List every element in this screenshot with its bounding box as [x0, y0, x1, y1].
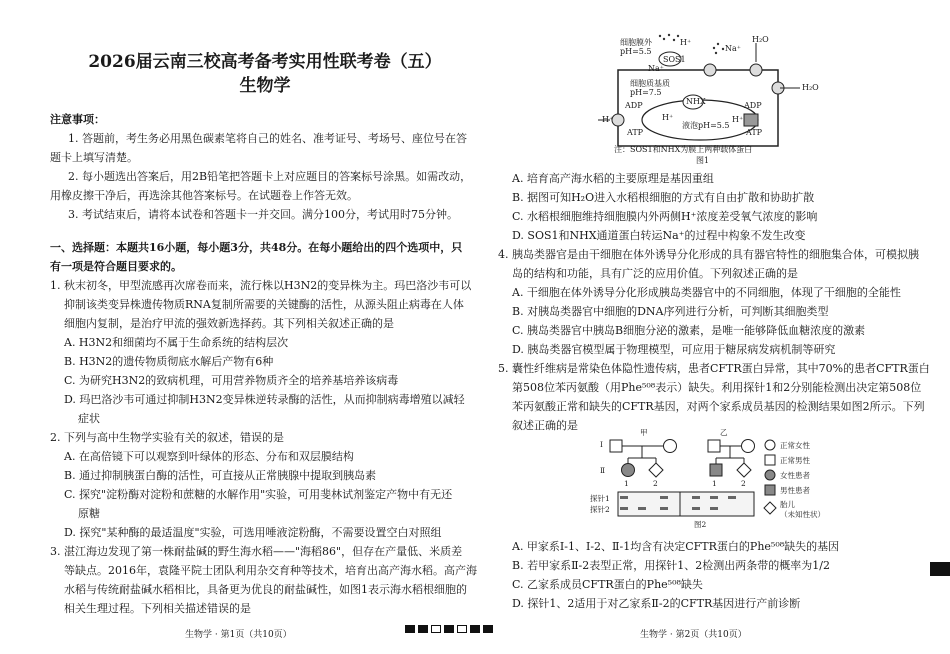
section-heading: 有一项是符合题目要求的。: [50, 260, 182, 273]
fig1-h-left: H⁺: [602, 115, 614, 124]
q5-option-d[interactable]: D. 探针1、2适用于对乙家系Ⅱ-2的CFTR基因进行产前诊断: [512, 597, 801, 610]
footer-right: 生物学 · 第2页（共10页）: [640, 630, 747, 640]
q3-option-c[interactable]: C. 水稻根细胞维持细胞膜内外两侧H⁺浓度差受氧气浓度的影响: [512, 210, 818, 223]
subject-title: 生物学: [239, 76, 291, 96]
fig1-outside-label: 细胞膜外: [620, 38, 652, 47]
fig1-h2o-right: H₂O: [802, 83, 819, 92]
q5-stem: 叙述正确的是: [512, 419, 578, 432]
q1-option-b[interactable]: B. H3N2的遗传物质彻底水解后产物有6种: [64, 355, 274, 368]
legend-fetus: [764, 502, 776, 514]
fig2-family-a: 甲: [640, 428, 648, 437]
fig1-atp-right: ATP: [746, 128, 763, 137]
fig1-outside-ph: pH=5.5: [620, 47, 652, 56]
q1-option-c[interactable]: C. 为研究H3N2的致病机理，可用营养物质齐全的培养基培养该病毒: [64, 374, 399, 387]
q1-option-a[interactable]: A. H3N2和细菌均不属于生命系统的结构层次: [64, 336, 289, 349]
aquaporin-top: [750, 64, 762, 76]
fig1-na-label: Na⁺: [648, 64, 664, 73]
fig1-sos1-label: SOS1: [663, 55, 686, 64]
family-b-i1-male: [708, 440, 720, 452]
marker-square: [470, 625, 480, 633]
legend-normal-female: [765, 440, 775, 450]
q2-option-c-cont: 原糖: [78, 507, 100, 520]
fig2-family-b: 乙: [720, 428, 728, 437]
fig1-na-right: Na⁺: [725, 44, 741, 53]
q1-stem: 细胞内复制，是治疗甲流的强效新选择药。其下列相关叙述正确的是: [64, 317, 394, 330]
q5-option-c[interactable]: C. 乙家系成员CFTR蛋白的Phe⁵⁰⁸缺失: [512, 578, 703, 591]
fig1-h-nhx: H⁺: [662, 113, 674, 122]
page-markers: [405, 618, 496, 637]
q3-stem: 等缺点。2016年，袁隆平院士团队利用杂交育种等技术，培育出高产海水稻。高产海: [64, 564, 477, 577]
family-b-ii2-fetus: [737, 463, 751, 477]
q2-option-b[interactable]: B. 通过抑制胰蛋白酶的活性，可直接从正常胰腺中提取到胰岛素: [64, 469, 377, 482]
q3-stem: 相关生理过程。下列相关描述错误的是: [64, 602, 251, 615]
q5-stem: 苯丙氨酸正常和缺失的CFTR基因，对两个家系成员基因的检测结果如图2所示。下列: [512, 400, 925, 413]
exam-title: 2026届云南三校高考备考实用性联考卷（五）: [88, 52, 442, 72]
h-pump-top: [704, 64, 716, 76]
legend-affected-female: [765, 470, 775, 480]
fig1-cyto-ph: pH=7.5: [630, 88, 662, 97]
family-a-i1-male: [610, 440, 622, 452]
fig2-num: 1: [712, 479, 717, 488]
q4-option-d[interactable]: D. 胰岛类器官模型属于物理模型，可应用于糖尿病发病机制等研究: [512, 343, 836, 356]
q1-option-d[interactable]: D. 玛巴洛沙韦可通过抑制H3N2变异株逆转录酶的活性，从而抑制病毒增殖以减轻: [64, 393, 465, 406]
fig2-probe1: 探针1: [590, 494, 610, 503]
fig1-h-vacuole: H⁺: [732, 115, 744, 124]
q3-stem: 水稻与传统耐盐碱水稻相比，具备更为优良的耐盐碱性，如图1表示海水稻根细胞的: [64, 583, 467, 596]
h-pump-left: [612, 114, 624, 126]
gel-box: [618, 492, 754, 516]
notice-line: 3. 考试结束后，请将本试卷和答题卡一并交回。满分100分，考试用时75分钟。: [68, 208, 458, 221]
fig1-note: 注：SOS1和NHX为膜上两种载体蛋白: [614, 145, 753, 154]
q3-stem: 3. 湛江海边发现了第一株耐盐碱的野生海水稻——"海稻86"，但存在产量低、米质差: [50, 545, 463, 558]
fig2-probe2: 探针2: [590, 505, 610, 514]
notice-line: 2. 每小题选出答案后，用2B铅笔把答题卡上对应题目的答案标号涂黑。如需改动，: [68, 170, 472, 183]
q4-option-a[interactable]: A. 干细胞在体外诱导分化形成胰岛类器官中的不同细胞，体现了干细胞的全能性: [512, 286, 901, 299]
q3-option-b[interactable]: B. 据图可知H₂O进入水稻根细胞的方式有自由扩散和协助扩散: [512, 191, 815, 204]
notice-line: 1. 答题前，考生务必用黑色碳素笔将自己的姓名、准考证号、考场号、座位号在答: [68, 132, 467, 145]
q4-stem: 4. 胰岛类器官是由干细胞在体外诱导分化形成的具有器官特性的细胞集合体，可模拟胰: [498, 248, 919, 261]
family-b-i2-female: [742, 440, 755, 453]
marker-square: [483, 625, 493, 633]
marker-square: [431, 625, 441, 633]
notice-line: 用橡皮擦干净后，再选涂其他答案标号。在试题卷上作答无效。: [50, 189, 358, 202]
family-a-ii1-affected-female: [622, 464, 635, 477]
fig1-h-label: H⁺: [680, 38, 692, 47]
fig2-num: 2: [653, 479, 658, 488]
marker-square: [418, 625, 428, 633]
q1-stem: 1. 秋末初冬，甲型流感再次席卷而来，流行株以H3N2的变异株为主。玛巴洛沙韦可以: [50, 279, 472, 292]
family-a-i2-female: [664, 440, 677, 453]
marker-square: [457, 625, 467, 633]
q5-stem: 5. 囊性纤维病是常染色体隐性遗传病，患者CFTR蛋白异常，其中70%的患者CFTR蛋白: [498, 362, 930, 375]
figure-2-pedigree: [600, 436, 850, 536]
fig2-legend-item: 胎儿: [780, 500, 795, 509]
q4-option-b[interactable]: B. 对胰岛类器官中细胞的DNA序列进行分析，可判断其细胞类型: [512, 305, 829, 318]
q3-option-a[interactable]: A. 培育高产海水稻的主要原理是基因重组: [512, 172, 714, 185]
fig2-gen1: Ⅰ: [600, 440, 603, 449]
h-pump-vacuole: [744, 114, 758, 126]
q5-option-b[interactable]: B. 若甲家系Ⅱ-2表型正常，用探针1、2检测出两条带的概率为1/2: [512, 559, 830, 572]
family-b-ii1-affected-male: [710, 464, 722, 476]
fig2-legend-item: （未知性状）: [780, 510, 825, 519]
fig1-cyto-label: 细胞质基质: [630, 79, 670, 88]
binding-tab: [930, 562, 950, 576]
fig2-num: 2: [741, 479, 746, 488]
q1-option-d-cont: 症状: [78, 412, 100, 425]
fig2-legend-item: 女性患者: [780, 471, 810, 480]
fig2-num: 1: [624, 479, 629, 488]
fig1-caption: 图1: [696, 156, 710, 165]
q4-option-c[interactable]: C. 胰岛类器官中胰岛B细胞分泌的激素，是唯一能够降低血糖浓度的激素: [512, 324, 866, 337]
marker-square: [405, 625, 415, 633]
fig2-legend-item: 男性患者: [780, 486, 810, 495]
notice-heading: 注意事项：: [50, 113, 105, 126]
q3-option-d[interactable]: D. SOS1和NHX通道蛋白转运Na⁺的过程中构象不发生改变: [512, 229, 806, 242]
fig2-legend-item: 正常男性: [780, 456, 810, 465]
fig2-legend-item: 正常女性: [780, 441, 810, 450]
q2-option-d[interactable]: D. 探究"某种酶的最适温度"实验，可选用唾液淀粉酶，不需要设置空白对照组: [64, 526, 442, 539]
fig1-adp-left: ADP: [625, 101, 643, 110]
fig1-h2o-top: H₂O: [752, 35, 769, 44]
family-a-ii2-fetus: [649, 463, 663, 477]
fig1-atp-left: ATP: [627, 128, 644, 137]
fig1-nhx-label: NHX: [686, 97, 706, 106]
footer-left: 生物学 · 第1页（共10页）: [185, 630, 292, 640]
q5-stem: 第508位苯丙氨酸（用Phe⁵⁰⁸表示）缺失。利用探针1和2分别能检测出决定第508位: [512, 381, 922, 394]
fig2-caption: 图2: [694, 520, 707, 529]
fig1-adp-right: ADP: [744, 101, 762, 110]
na-particles: [659, 34, 724, 54]
notice-line: 题卡上填写清楚。: [50, 151, 138, 164]
q2-option-a[interactable]: A. 在高倍镜下可以观察到叶绿体的形态、分布和双层膜结构: [64, 450, 354, 463]
q1-stem: 抑制该类变异株遗传物质RNA复制所需要的关键酶的活性，从源头阻止病毒在人体: [64, 298, 464, 311]
q2-option-c[interactable]: C. 探究"淀粉酶对淀粉和蔗糖的水解作用"实验，可用斐林试剂鉴定产物中有无还: [64, 488, 453, 501]
fig1-vacuole-label: 液泡pH=5.5: [682, 121, 730, 130]
legend-normal-male: [765, 455, 775, 465]
section-heading: 一、选择题：本题共16小题，每小题3分，共48分。在每小题给出的四个选项中，只: [50, 241, 463, 254]
legend-affected-male: [765, 485, 775, 495]
q2-stem: 2. 下列与高中生物学实验有关的叙述，错误的是: [50, 431, 284, 444]
q5-option-a[interactable]: A. 甲家系Ⅰ-1、Ⅰ-2、Ⅱ-1均含有决定CFTR蛋白的Phe⁵⁰⁸缺失的基因: [512, 540, 840, 553]
marker-square: [444, 625, 454, 633]
fig2-gen2: Ⅱ: [600, 466, 606, 475]
q4-stem: 岛的结构和功能，具有广泛的应用价值。下列叙述正确的是: [512, 267, 798, 280]
